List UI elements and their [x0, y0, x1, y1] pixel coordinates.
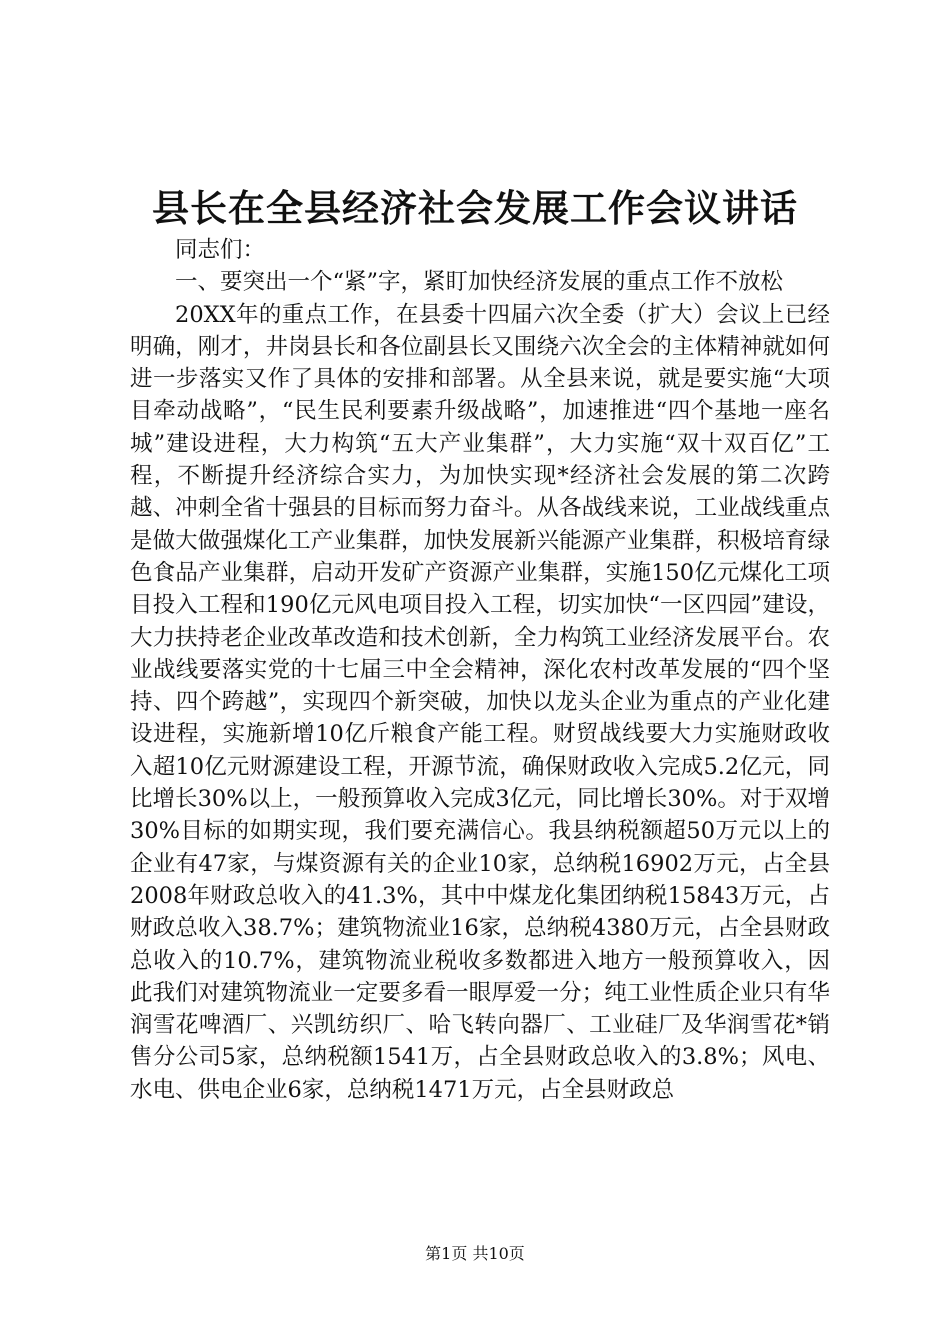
- document-body: [130, 234, 830, 1106]
- section-heading: 一、要突出一个“紧”字，紧盯加快经济发展的重点工作不放松: [175, 269, 784, 296]
- document-title: 县长在全县经济社会发展工作会议讲话: [152, 186, 798, 230]
- body-paragraph: 20XX年的重点工作，在县委十四届六次全委（扩大）会议上已经明确，刚才，井岗县长和各位副县长又围绕六次全会的主体精神就如何进一步落实又作了具体的安排和部署。从全县来说，就是要实施“大项目牵动战略”，“民生民利要素升级战略”，加速推进“四个基地一座名城”建设进程，大力构筑“五大产业集群”，大力实施“双十双百亿”工程，不断提升经济综合实力，为加快实现*经济社会发展的第二次跨越、冲刺全省十强县的目标而努力奋斗。从各战线来说，工业战线重点是做大做强煤化工产业集群，加快发展新兴能源产业集群，积极培育绿色食品产业集群，启动开发矿产资源产业集群，实施150亿元煤化工项目投入工程和190亿元风电项目投入工程，切实加快“一区四园”建设，大力扶持老企业改革改造和技术创新，全力构筑工业经济发展平台。农业战线要落实党的十七届三中全会精神，深化农村改革发展的“四个坚持、四个跨越”，实现四个新突破，加快以龙头企业为重点的产业化建设进程，实施新增10亿斤粮食产能工程。财贸战线要大力实施财政收入超10亿元财源建设工程，开源节流，确保财政收入完成5.2亿元，同比增长30%以上，一般预算收入完成3亿元，同比增长30%。对于双增30%目标的如期实现，我们要充满信心。我县纳税额超50万元以上的企业有47家，与煤资源有关的企业10家，总纳税16902万元，占全县2008年财政总收入的41.3%，其中中煤龙化集团纳税15843万元，占财政总收入38.7%；建筑物流业16家，总纳税4380万元，占全县财政总收入的10.7%，建筑物流业税收多数都进入地方一般预算收入，因此我们对建筑物流业一定要多看一眼厚爱一分；纯工业性质企业只有华润雪花啤酒厂、兴凯纺织厂、哈飞转向器厂、工业硅厂及华润雪花*销售分公司5家，总纳税额1541万，占全县财政总收入的3.8%；风电、水电、供电企业6家，总纳税1471万元，占全县财政总: [130, 301, 830, 1103]
- salutation: 同志们：: [175, 237, 266, 263]
- page-number: 第1页 共10页: [425, 1244, 525, 1263]
